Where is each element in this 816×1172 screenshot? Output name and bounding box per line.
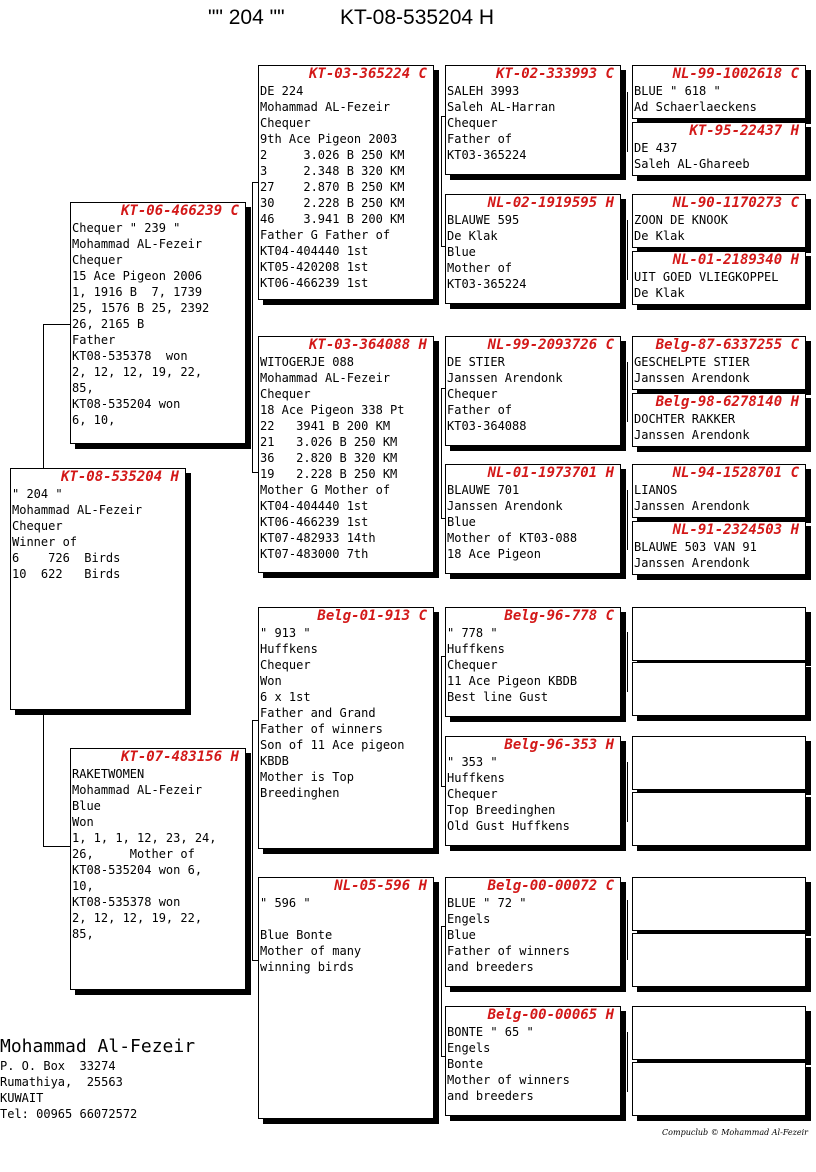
- pedigree-card-sire-dam: [258, 336, 434, 573]
- card-line: DE STIER: [447, 355, 505, 369]
- card-line: Chequer: [447, 787, 498, 801]
- card-line: 11 Ace Pigeon KBDB: [447, 674, 578, 688]
- card-line: Chequer: [447, 658, 498, 672]
- card-line: 26, Mother of: [72, 847, 195, 861]
- card-line: Chequer: [260, 658, 311, 672]
- ring-number: KT-02-333993 C: [495, 66, 614, 82]
- card-line: KT08-535378 won: [72, 895, 181, 909]
- card-line: [260, 911, 433, 927]
- card-text: [633, 539, 805, 571]
- card-line: Father of: [447, 403, 513, 417]
- ring-number: [633, 608, 805, 625]
- card-line: De Klak: [447, 229, 498, 243]
- ring-number: [633, 1063, 805, 1080]
- ring-number: [633, 737, 805, 754]
- page-header: [0, 4, 816, 34]
- pigeon-name-title: "" 204 "": [208, 6, 285, 29]
- card-line: Mohammad AL-Fezeir: [72, 237, 203, 251]
- pedigree-card-g4-15: [632, 1006, 806, 1060]
- card-line: KT08-535378 won: [72, 349, 188, 363]
- ring-number: KT-03-364088 H: [308, 337, 427, 353]
- card-line: Chequer: [12, 519, 63, 533]
- ring-number: NL-02-1919595 H: [487, 195, 614, 211]
- pedigree-card-g4-4: [632, 251, 806, 305]
- card-text: [633, 354, 805, 386]
- card-line: Blue: [447, 515, 476, 529]
- card-line: Huffkens: [260, 642, 318, 656]
- pedigree-card-g4-10: [632, 662, 806, 716]
- ring-number: KT-07-483156 H: [120, 749, 239, 765]
- ring-number: Belg-96-353 H: [504, 737, 614, 753]
- ring-number: NL-01-1973701 H: [487, 465, 614, 481]
- owner-phone: Tel: 00965 66072572: [0, 1107, 138, 1121]
- pedigree-card-g3-8: [445, 1006, 621, 1116]
- pedigree-card-g4-11: [632, 736, 806, 790]
- card-line: KT05-420208 1st: [260, 260, 369, 274]
- card-line: Mohammad AL-Fezeir: [72, 783, 203, 797]
- card-line: 10 622 Birds: [12, 567, 121, 581]
- pedigree-card-g3-5: [445, 607, 621, 717]
- card-line: SALEH 3993: [447, 84, 520, 98]
- ring-number: Belg-87-6337255 C: [655, 337, 799, 353]
- connector-line: [627, 220, 628, 280]
- card-line: 9th Ace Pigeon 2003: [260, 132, 398, 146]
- card-line: " 204 ": [12, 487, 63, 501]
- connector-line: [627, 632, 628, 692]
- card-line: Engels: [447, 1041, 491, 1055]
- pedigree-card-g4-14: [632, 933, 806, 987]
- owner-name: Mohammad Al-Fezeir: [0, 1036, 196, 1057]
- card-line: Father G Father of: [260, 228, 391, 242]
- card-line: 15 Ace Pigeon 2006: [72, 269, 203, 283]
- card-text: [71, 220, 245, 428]
- card-line: Chequer: [260, 116, 311, 130]
- card-line: BLUE " 72 ": [447, 896, 527, 910]
- card-line: 6 x 1st: [260, 690, 311, 704]
- card-line: winning birds: [260, 960, 354, 974]
- card-line: Janssen Arendonk: [447, 499, 563, 513]
- card-text: [633, 140, 805, 172]
- pedigree-card-g3-1: [445, 65, 621, 175]
- card-line: Saleh AL-Ghareeb: [634, 157, 750, 171]
- card-line: " 913 ": [260, 626, 311, 640]
- card-line: UIT GOED VLIEGKOPPEL: [634, 270, 779, 284]
- connector-line: [252, 182, 253, 472]
- card-line: GESCHELPTE STIER: [634, 355, 750, 369]
- pedigree-card-g3-4: [445, 464, 621, 574]
- connector-line: [43, 324, 44, 470]
- card-text: [259, 895, 433, 975]
- card-line: 6 726 Birds: [12, 551, 121, 565]
- card-line: KT08-535204 won 6,: [72, 863, 203, 877]
- ring-number: Belg-00-00072 C: [487, 878, 614, 894]
- ring-number: Belg-98-6278140 H: [655, 394, 799, 410]
- connector-line: [441, 926, 442, 1056]
- card-line: Janssen Arendonk: [447, 371, 563, 385]
- card-line: DE 224: [260, 84, 304, 98]
- card-line: WITOGERJE 088: [260, 355, 354, 369]
- pedigree-card-sire: [70, 202, 246, 444]
- card-line: BONTE " 65 ": [447, 1025, 534, 1039]
- card-text: [633, 411, 805, 443]
- connector-line: [627, 1032, 628, 1092]
- connector-line: [43, 846, 71, 847]
- card-line: Engels: [447, 912, 491, 926]
- card-line: Janssen Arendonk: [634, 499, 750, 513]
- card-line: 19 2.228 B 250 KM: [260, 467, 398, 481]
- ring-number: [633, 793, 805, 810]
- owner-address-line: Rumathiya, 25563: [0, 1075, 123, 1089]
- ring-number: KT-95-22437 H: [689, 123, 799, 139]
- ring-number: Belg-00-00065 H: [487, 1007, 614, 1023]
- card-line: 46 3.941 B 200 KM: [260, 212, 405, 226]
- footer-credit: Compuclub © Mohammad Al-Fezeir: [662, 1128, 808, 1137]
- card-line: Winner of: [12, 535, 78, 549]
- pedigree-card-g3-2: [445, 194, 621, 304]
- card-line: Top Breedinghen: [447, 803, 556, 817]
- pedigree-card-dam: [70, 748, 246, 990]
- card-line: Father: [72, 333, 116, 347]
- ring-number: Belg-01-913 C: [317, 608, 427, 624]
- card-line: " 596 ": [260, 896, 311, 910]
- ring-number: [633, 1007, 805, 1024]
- card-line: 3 2.348 B 320 KM: [260, 164, 405, 178]
- connector-line: [627, 490, 628, 550]
- connector-line: [627, 362, 628, 422]
- card-line: Mohammad AL-Fezeir: [260, 371, 391, 385]
- card-line: 1, 1, 1, 12, 23, 24,: [72, 831, 217, 845]
- card-line: Best line Gust: [447, 690, 549, 704]
- card-line: Blue Bonte: [260, 928, 333, 942]
- pedigree-card-g4-5: [632, 336, 806, 390]
- card-line: LIANOS: [634, 483, 678, 497]
- card-text: [446, 895, 620, 975]
- card-line: Mother is Top: [260, 770, 354, 784]
- card-text: [71, 766, 245, 942]
- card-line: Father of winners: [260, 722, 383, 736]
- card-line: 1, 1916 B 7, 1739: [72, 285, 203, 299]
- ring-number: [633, 878, 805, 895]
- card-line: DOCHTER RAKKER: [634, 412, 736, 426]
- card-text: [446, 754, 620, 834]
- card-line: 18 Ace Pigeon: [447, 547, 541, 561]
- ring-number: Belg-96-778 C: [504, 608, 614, 624]
- card-text: [446, 212, 620, 292]
- card-line: 85,: [72, 381, 94, 395]
- card-line: Janssen Arendonk: [634, 371, 750, 385]
- pedigree-card-g4-7: [632, 464, 806, 518]
- card-line: Chequer: [447, 116, 498, 130]
- card-line: Mohammad AL-Fezeir: [12, 503, 143, 517]
- connector-line: [627, 762, 628, 822]
- card-text: [446, 625, 620, 705]
- ring-number: NL-05-596 H: [334, 878, 427, 894]
- card-line: 22 3941 B 200 KM: [260, 419, 391, 433]
- card-line: 6, 10,: [72, 413, 116, 427]
- connector-line: [441, 656, 442, 786]
- card-line: Son of 11 Ace pigeon: [260, 738, 405, 752]
- card-line: Janssen Arendonk: [634, 428, 750, 442]
- owner-address-line: P. O. Box 33274: [0, 1059, 116, 1073]
- card-line: KT04-404440 1st: [260, 244, 369, 258]
- card-line: 27 2.870 B 250 KM: [260, 180, 405, 194]
- card-line: Father of: [447, 132, 513, 146]
- connector-line: [627, 92, 628, 152]
- card-line: KT07-483000 7th: [260, 547, 369, 561]
- card-line: Mother G Mother of: [260, 483, 391, 497]
- card-line: BLAUWE 701: [447, 483, 520, 497]
- card-line: 18 Ace Pigeon 338 Pt: [260, 403, 405, 417]
- card-line: 2, 12, 12, 19, 22,: [72, 911, 203, 925]
- pedigree-card-g4-16: [632, 1062, 806, 1116]
- ring-number: [633, 663, 805, 680]
- card-line: KBDB: [260, 754, 289, 768]
- card-text: [11, 486, 185, 582]
- card-line: Ad Schaerlaeckens: [634, 100, 757, 114]
- owner-block: [0, 1036, 250, 1122]
- pedigree-card-g4-9: [632, 607, 806, 661]
- pedigree-card-g3-7: [445, 877, 621, 987]
- card-line: Chequer: [447, 387, 498, 401]
- pedigree-card-g4-6: [632, 393, 806, 447]
- card-line: 36 2.820 B 320 KM: [260, 451, 398, 465]
- card-line: Old Gust Huffkens: [447, 819, 570, 833]
- pedigree-card-g4-12: [632, 792, 806, 846]
- card-line: KT04-404440 1st: [260, 499, 369, 513]
- card-line: Mother of KT03-088: [447, 531, 578, 545]
- card-line: KT08-535204 won: [72, 397, 181, 411]
- card-line: Blue: [447, 928, 476, 942]
- card-line: 2, 12, 12, 19, 22,: [72, 365, 203, 379]
- card-line: " 353 ": [447, 755, 498, 769]
- card-line: Won: [72, 815, 94, 829]
- ring-number: NL-94-1528701 C: [672, 465, 799, 481]
- ring-number: KT-08-535204 H: [60, 469, 179, 485]
- pedigree-card-g4-3: [632, 194, 806, 248]
- card-line: Won: [260, 674, 282, 688]
- card-line: ZOON DE KNOOK: [634, 213, 728, 227]
- card-line: 30 2.228 B 250 KM: [260, 196, 405, 210]
- ring-number: NL-90-1170273 C: [672, 195, 799, 211]
- card-line: Father of winners: [447, 944, 570, 958]
- connector-line: [252, 720, 253, 960]
- card-line: KT07-482933 14th: [260, 531, 376, 545]
- card-line: " 778 ": [447, 626, 498, 640]
- card-line: 26, 2165 B: [72, 317, 145, 331]
- card-line: and breeders: [447, 1089, 534, 1103]
- card-line: and breeders: [447, 960, 534, 974]
- ring-number: [633, 934, 805, 951]
- card-line: 21 3.026 B 250 KM: [260, 435, 398, 449]
- card-line: KT03-365224: [447, 148, 527, 162]
- owner-address-line: KUWAIT: [0, 1091, 44, 1105]
- card-line: Father and Grand: [260, 706, 376, 720]
- card-line: De Klak: [634, 286, 685, 300]
- connector-line: [441, 388, 442, 518]
- pedigree-card-dam-sire: [258, 607, 434, 849]
- card-line: De Klak: [634, 229, 685, 243]
- card-line: 85,: [72, 927, 94, 941]
- card-text: [446, 482, 620, 562]
- card-line: Mohammad AL-Fezeir: [260, 100, 391, 114]
- ring-number: KT-06-466239 C: [120, 203, 239, 219]
- card-line: Blue: [72, 799, 101, 813]
- pedigree-card-dam-dam: [258, 877, 434, 1119]
- ring-number: NL-91-2324503 H: [672, 522, 799, 538]
- pigeon-ring-title: KT-08-535204 H: [340, 6, 495, 29]
- pedigree-card-subject: [10, 468, 186, 710]
- card-line: Saleh AL-Harran: [447, 100, 556, 114]
- ring-number: NL-01-2189340 H: [672, 252, 799, 268]
- pedigree-card-g3-6: [445, 736, 621, 846]
- pedigree-card-g4-1: [632, 65, 806, 119]
- card-line: BLAUWE 503 VAN 91: [634, 540, 757, 554]
- card-line: KT03-364088: [447, 419, 527, 433]
- card-line: Blue: [447, 245, 476, 259]
- card-line: Chequer: [260, 387, 311, 401]
- card-line: 10,: [72, 879, 94, 893]
- card-text: [259, 83, 433, 291]
- card-text: [633, 212, 805, 244]
- card-text: [259, 354, 433, 562]
- pedigree-card-sire-sire: [258, 65, 434, 300]
- pedigree-card-g3-3: [445, 336, 621, 446]
- card-line: Mother of: [447, 261, 513, 275]
- card-line: 25, 1576 B 25, 2392: [72, 301, 210, 315]
- ring-number: KT-03-365224 C: [308, 66, 427, 82]
- card-text: [633, 83, 805, 115]
- card-line: Janssen Arendonk: [634, 556, 750, 570]
- card-text: [633, 482, 805, 514]
- connector-line: [627, 900, 628, 960]
- card-line: Chequer: [72, 253, 123, 267]
- card-line: BLUE " 618 ": [634, 84, 721, 98]
- ring-number: NL-99-2093726 C: [487, 337, 614, 353]
- card-text: [259, 625, 433, 801]
- connector-line: [43, 324, 71, 325]
- card-text: [633, 269, 805, 301]
- pedigree-card-g4-13: [632, 877, 806, 931]
- card-line: DE 437: [634, 141, 678, 155]
- card-line: Huffkens: [447, 642, 505, 656]
- card-line: Bonte: [447, 1057, 484, 1071]
- pedigree-card-g4-2: [632, 122, 806, 176]
- connector-line: [43, 714, 44, 846]
- pedigree-card-g4-8: [632, 521, 806, 575]
- card-line: Chequer " 239 ": [72, 221, 181, 235]
- card-line: KT06-466239 1st: [260, 276, 369, 290]
- card-line: KT03-365224: [447, 277, 527, 291]
- card-line: Mother of many: [260, 944, 362, 958]
- card-line: Mother of winners: [447, 1073, 570, 1087]
- card-line: Breedinghen: [260, 786, 340, 800]
- card-line: 2 3.026 B 250 KM: [260, 148, 405, 162]
- card-text: [446, 1024, 620, 1104]
- ring-number: NL-99-1002618 C: [672, 66, 799, 82]
- card-text: [446, 354, 620, 434]
- card-text: [446, 83, 620, 163]
- card-line: RAKETWOMEN: [72, 767, 145, 781]
- card-line: KT06-466239 1st: [260, 515, 369, 529]
- card-line: BLAUWE 595: [447, 213, 520, 227]
- connector-line: [441, 116, 442, 246]
- card-line: Huffkens: [447, 771, 505, 785]
